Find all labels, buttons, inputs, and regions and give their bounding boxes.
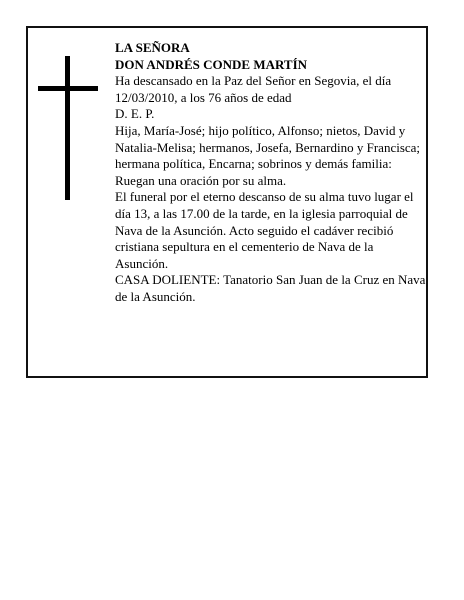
funeral-home: CASA DOLIENTE: Tanatorio San Juan de la Cruz en Nava de la Asunción. (115, 272, 426, 304)
cross-vertical-bar (65, 56, 70, 200)
cross-horizontal-bar (38, 86, 98, 91)
notice-title-line1: LA SEÑORA (115, 40, 190, 55)
deceased-name: DON ANDRÉS CONDE MARTÍN (115, 56, 308, 72)
family-list: Hija, María-José; hijo político, Alfonso; nietos, David y Natalia-Melisa; hermanos, Josefa, Bernardino y Francisca; hermana política, Encarna; sobrinos y demás familia: (115, 122, 421, 172)
prayer-request: Ruegan una oración por su alma. (115, 172, 287, 188)
obituary-notice (26, 26, 428, 378)
cross-icon (38, 56, 98, 200)
rip-abbreviation: D. E. P. (115, 106, 155, 122)
funeral-details: El funeral por el eterno descanso de su alma tuvo lugar el día 13, a las 17.00 de la tarde, en la iglesia parroquial de Nava de la Asunción. Acto seguido el cadáver recibió cristiana sepultura en el cementerio de Nava de la Asunción. (115, 189, 414, 271)
notice-body (115, 40, 427, 306)
death-announcement: Ha descansado en la Paz del Señor en Segovia, el día 12/03/2010, a los 76 años de edad (115, 73, 392, 105)
